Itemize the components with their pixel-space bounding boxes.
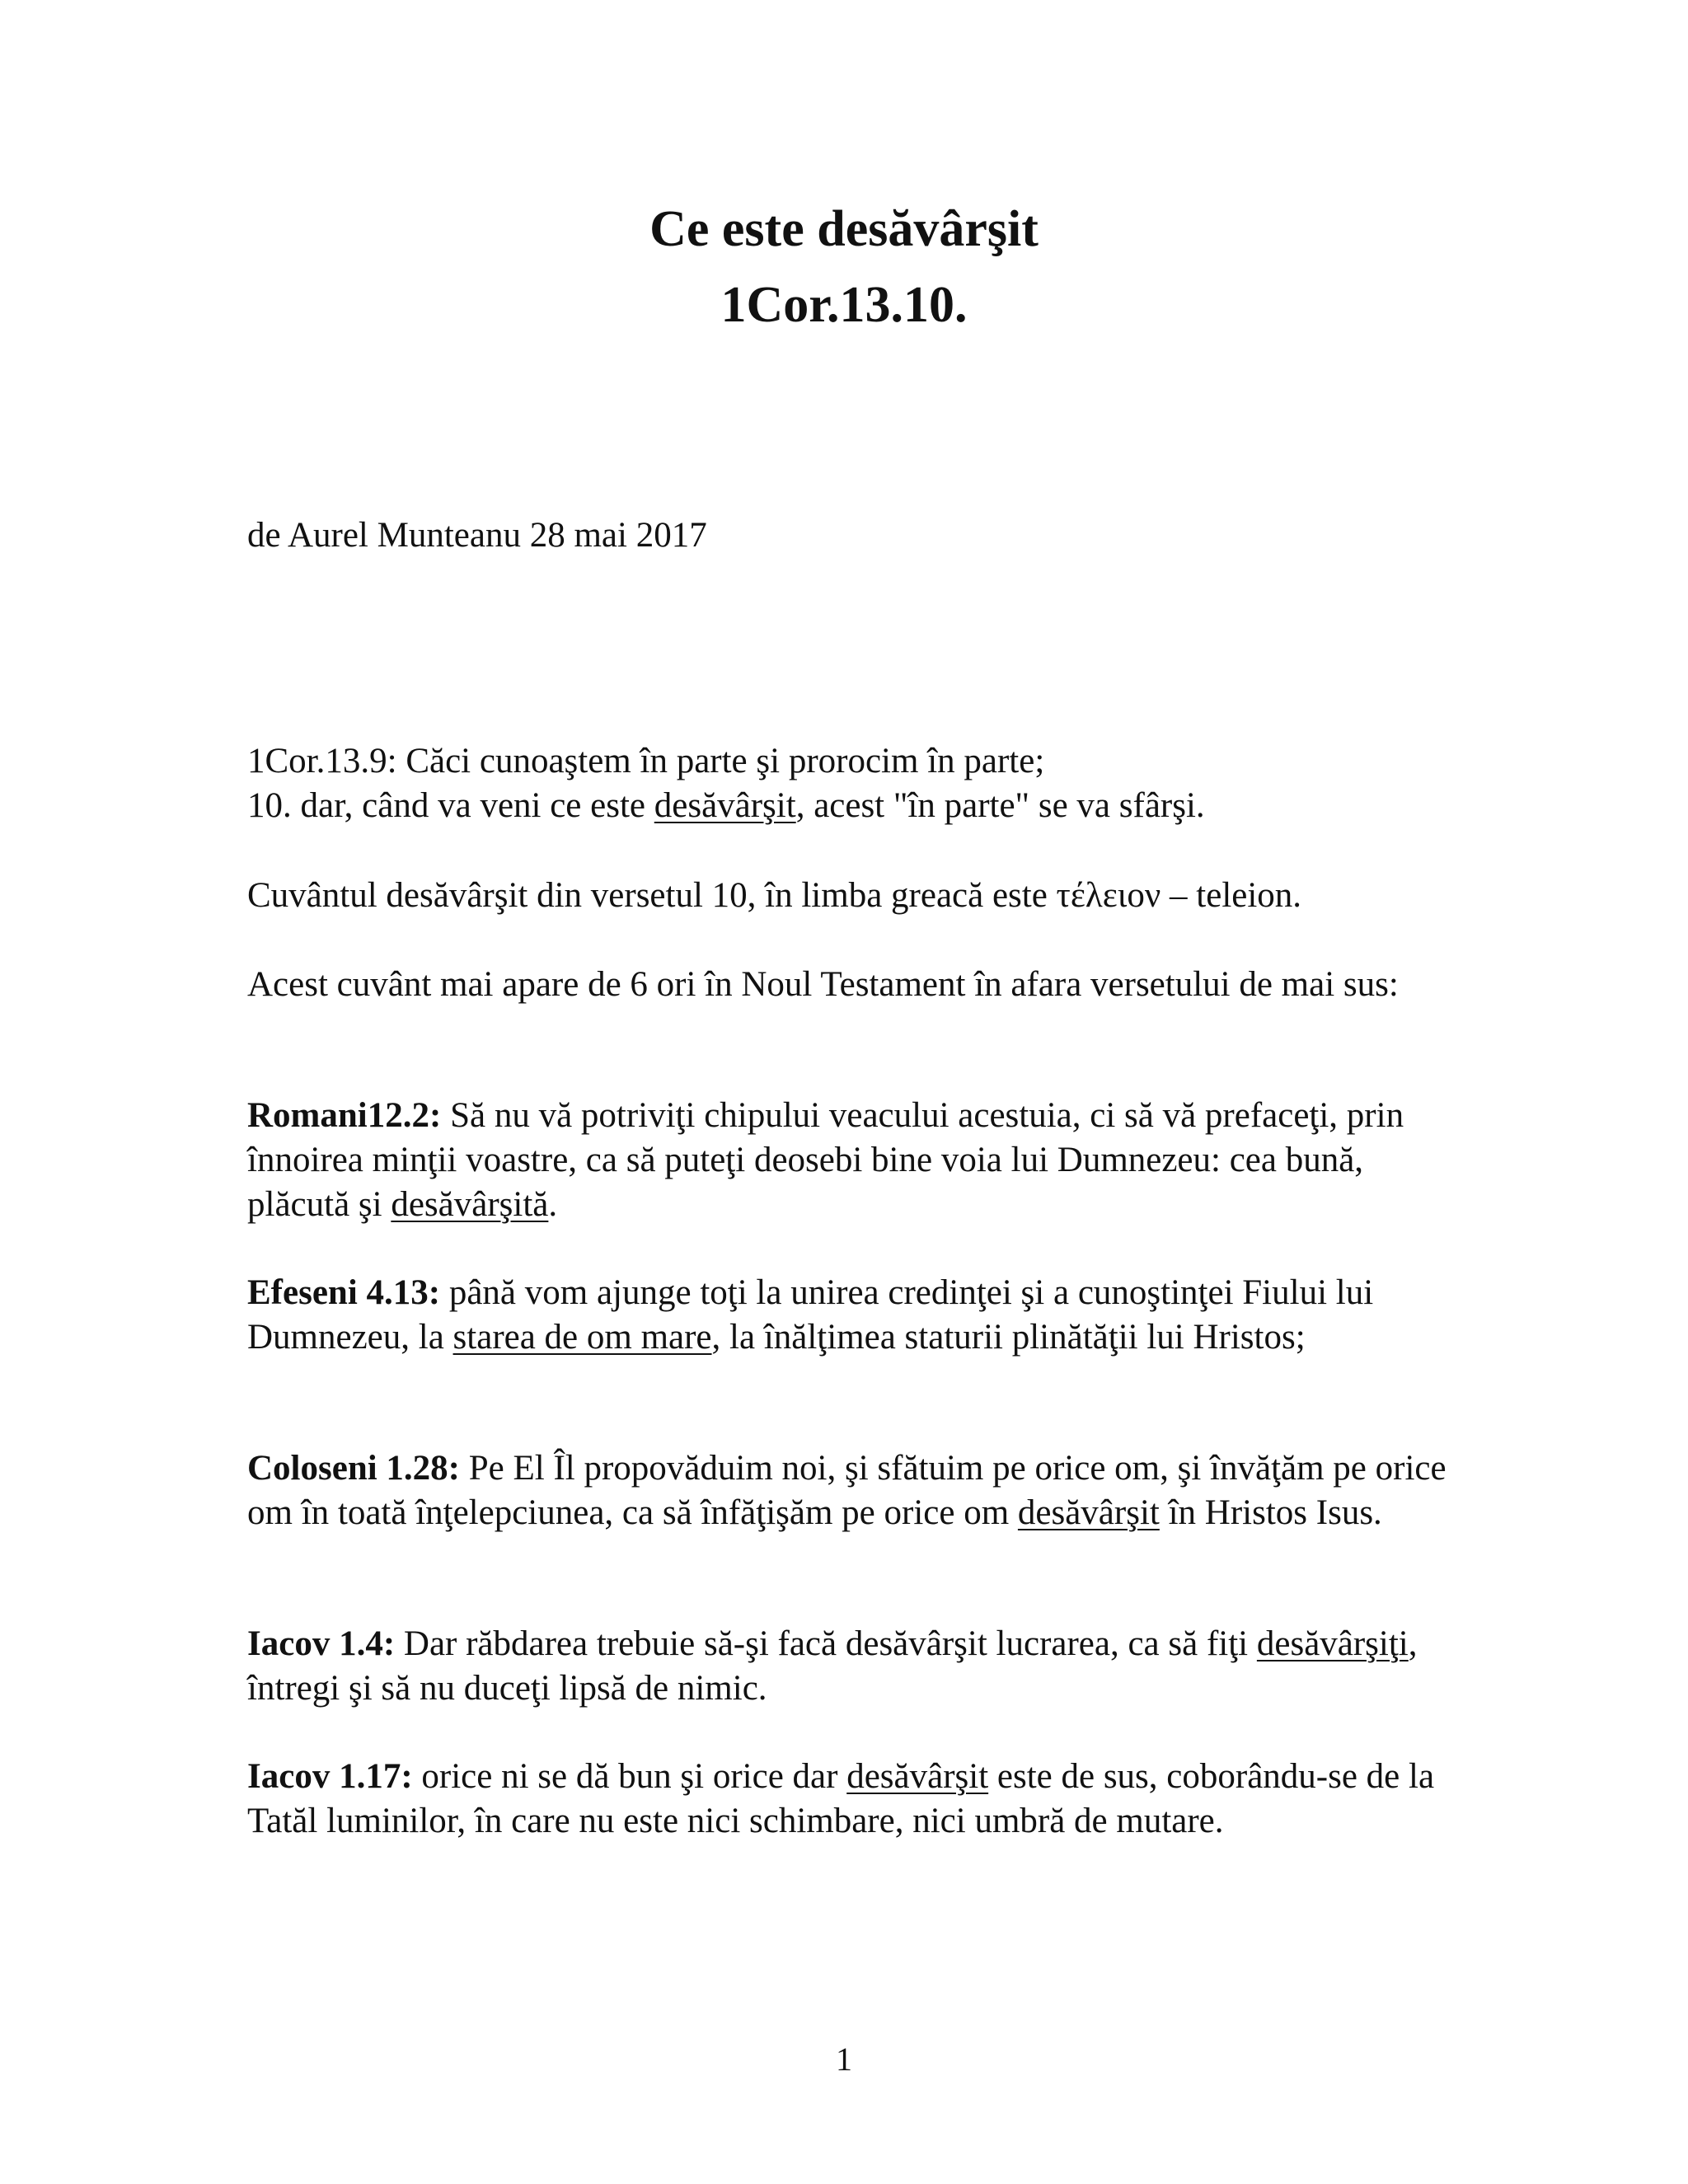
verse-reference: Coloseni 1.28: [247,1449,460,1488]
verse-romani [247,1094,1451,1227]
verse-underlined-phrase: starea de om mare [452,1318,712,1357]
verse-text-end: în Hristos Isus. [1159,1493,1382,1532]
verse-text: Dar răbdarea trebuie să-şi facă desăvârşit lucrarea, ca să fiţi [395,1624,1257,1663]
verse-reference: Iacov 1.4: [247,1624,396,1663]
intro-line-2-b: , acest "în parte" se va sfârşi. [795,786,1205,825]
intro-line-2-a: 10. dar, când va veni ce este [247,786,654,825]
verse-iacov-1-4 [247,1622,1451,1711]
title-line-1: Ce este desăvârşit [649,201,1039,257]
document-title [0,191,1688,343]
occurrence-note: Acest cuvânt mai apare de 6 ori în Noul Testament în afara versetului de mai sus: [247,965,1399,1004]
greek-note: Cuvântul desăvârşit din versetul 10, în limba greacă este τέλειον – teleion. [247,876,1302,915]
verse-reference: Romani12.2: [247,1096,442,1135]
verse-text: Pe El Îl propovăduim noi, şi sfătuim pe orice om, şi învăţăm pe orice om în toată înţelepciunea, ca să înfăţişăm pe orice om [247,1449,1447,1532]
verse-text: Să nu vă potriviţi chipului veacului acestuia, ci să vă prefaceţi, prin înnoirea minţii voastre, ca să puteţi deosebi bine voia lui Dumnezeu: cea bună, plăcută şi [247,1096,1404,1224]
verse-underlined-word: desăvârşită [391,1185,549,1224]
intro-underlined-word: desăvârşit [654,786,796,825]
author-line: de Aurel Munteanu 28 mai 2017 [247,516,707,555]
verse-text-end: . [548,1185,558,1224]
verse-iacov-1-17 [247,1755,1451,1844]
verse-underlined-word: desăvârşit [1017,1493,1160,1532]
verse-reference: Efeseni 4.13: [247,1273,441,1312]
verse-reference: Iacov 1.17: [247,1757,413,1796]
intro-line-1: 1Cor.13.9: Căci cunoaştem în parte şi prorocim în parte; [247,742,1045,780]
intro-paragraph [247,739,1451,828]
page-number: 1 [836,2041,852,2078]
verse-underlined-word: desăvârşit [846,1757,989,1796]
verse-efeseni [247,1271,1451,1360]
verse-text-end: este de sus, coborându-se de la Tatăl luminilor, în care nu este nici schimbare, nici umbră de mutare. [247,1757,1435,1840]
verse-underlined-word: desăvârşiţi [1256,1624,1409,1663]
verse-text-end: , la înălţimea staturii plinătăţii lui Hristos; [711,1318,1306,1357]
verse-text: până vom ajunge toţi la unirea credinţei şi a cunoştinţei Fiului lui Dumnezeu, la [247,1273,1374,1357]
verse-text-end: , întregi şi să nu duceţi lipsă de nimic. [247,1624,1418,1708]
title-line-2: 1Cor.13.10. [720,277,968,333]
verse-coloseni [247,1446,1451,1535]
verse-text: orice ni se dă bun şi orice dar [412,1757,847,1796]
